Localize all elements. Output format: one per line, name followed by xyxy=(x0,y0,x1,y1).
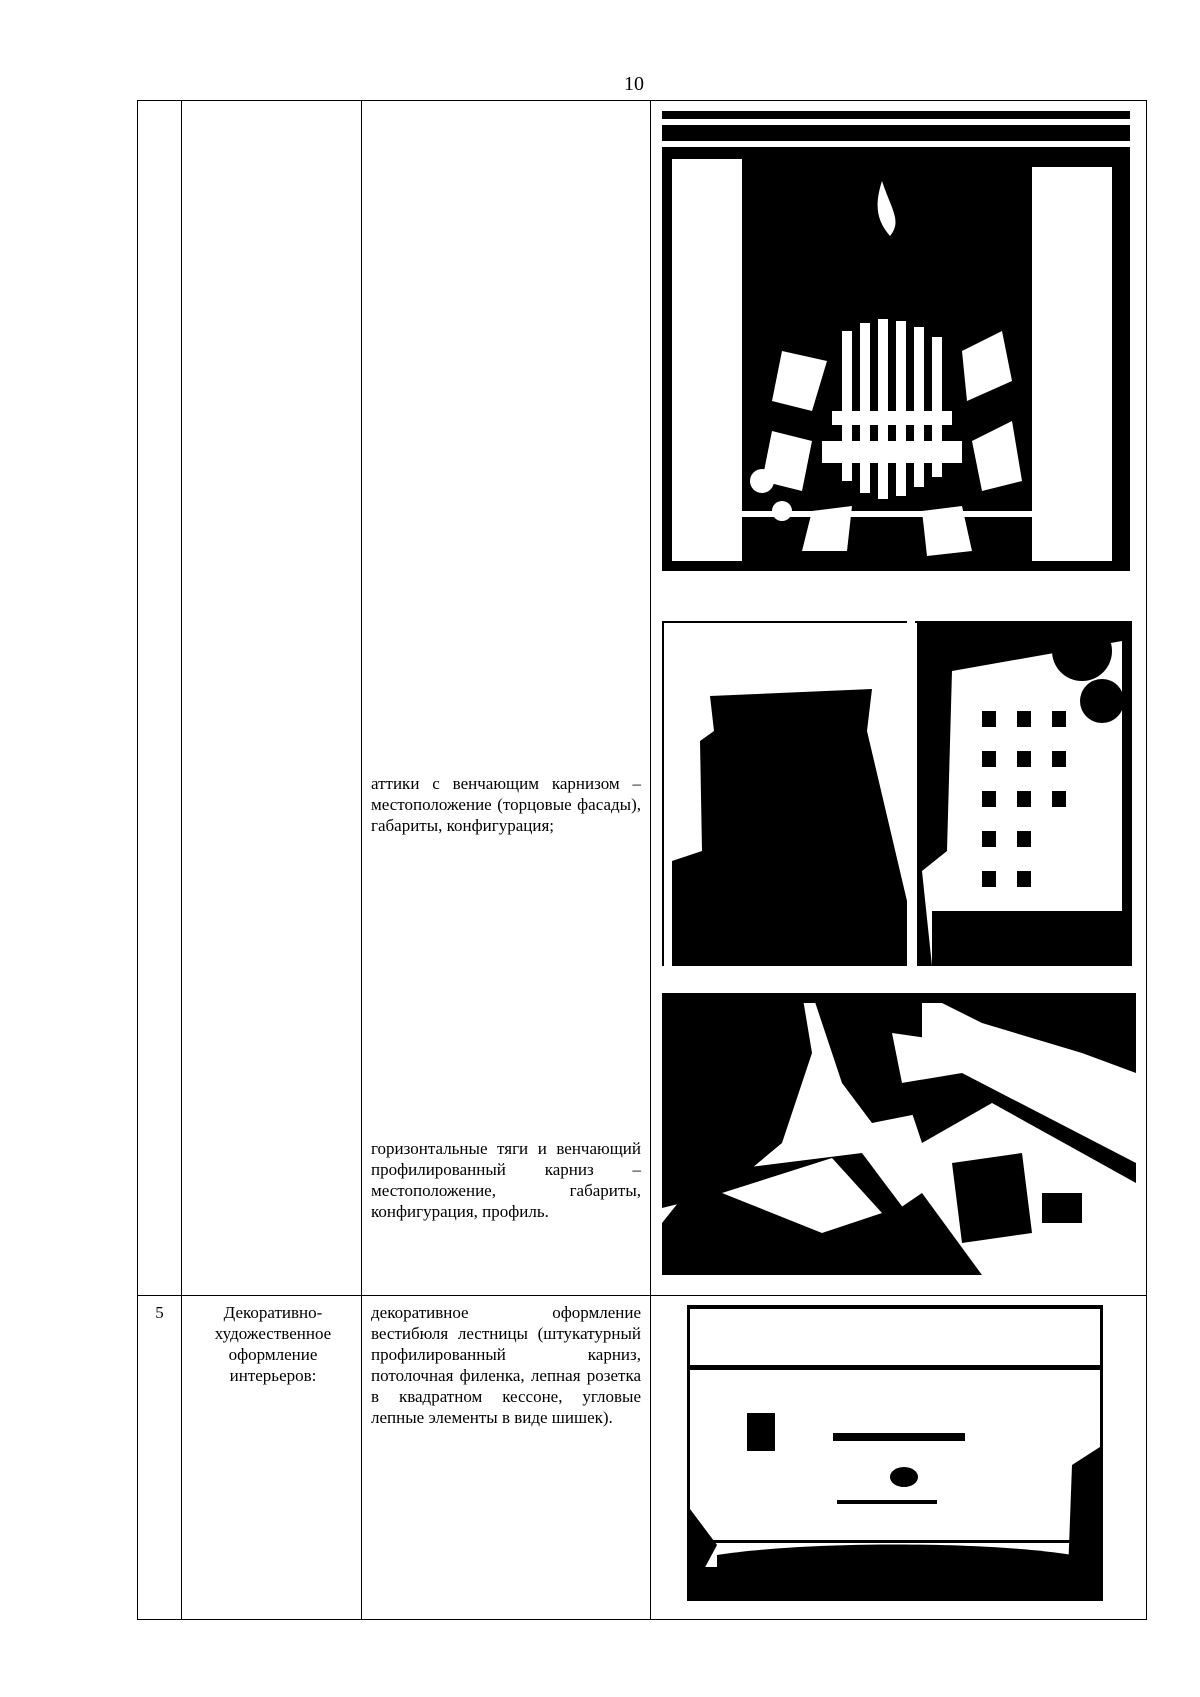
photo-wheat-sheaf-ornament xyxy=(662,111,1130,571)
page-number: 10 xyxy=(624,73,644,95)
row-divider xyxy=(138,1295,1146,1296)
row-category: Декоративно-художественное оформление интерьеров: xyxy=(214,1303,332,1385)
column-divider xyxy=(181,101,182,1619)
photo-vestibule-ceiling xyxy=(687,1305,1103,1601)
cell-description: горизонтальные тяги и венчающий профилированный карниз – местоположение, габариты, конфигурация, профиль. xyxy=(371,1139,641,1221)
document-table xyxy=(137,100,1147,1620)
photo-attic-facade xyxy=(662,621,1132,966)
photo-cornice xyxy=(662,993,1136,1275)
cell-description: аттики с венчающим карнизом – местоположение (торцовые фасады), габариты, конфигурация; xyxy=(371,774,641,835)
row-number: 5 xyxy=(155,1303,164,1322)
column-divider xyxy=(361,101,362,1619)
column-divider xyxy=(650,101,651,1619)
cell-description: декоративное оформление вестибюля лестницы (штукатурный профилированный карниз, потолочная филенка, лепная розетка в квадратном кессоне, угловые лепные элементы в виде шишек). xyxy=(371,1303,641,1427)
